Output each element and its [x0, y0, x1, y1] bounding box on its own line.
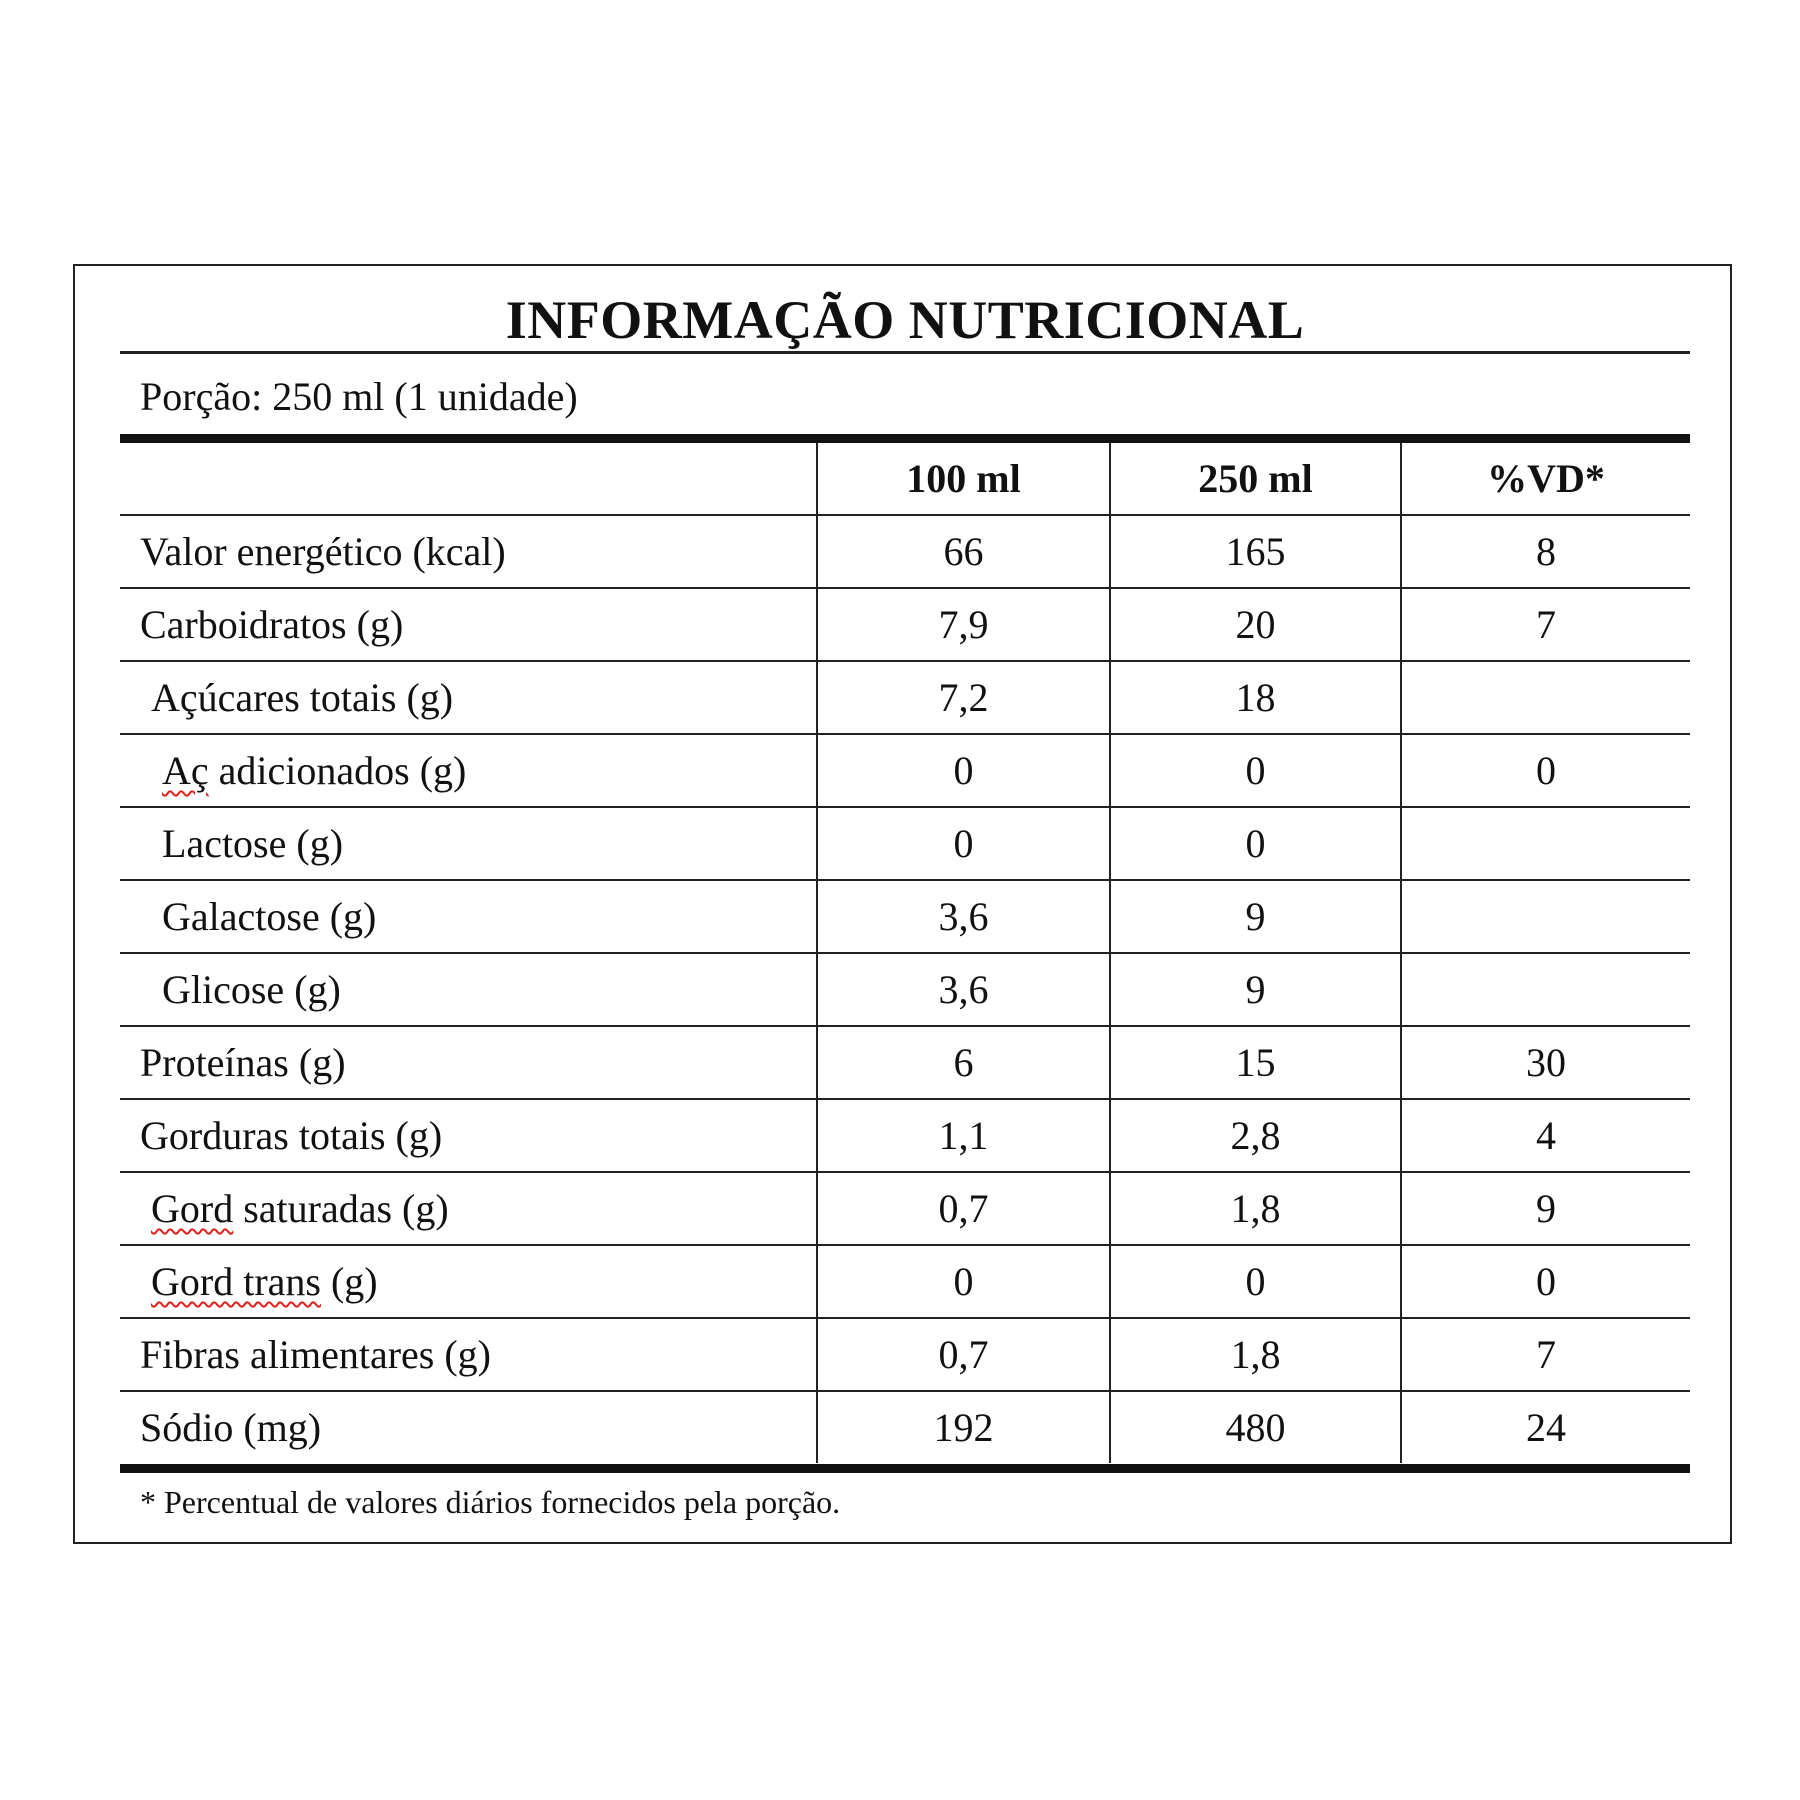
page-title: INFORMAÇÃO NUTRICIONAL [505, 290, 1305, 350]
spellcheck-marked-text: Gord [151, 1186, 234, 1231]
value-250ml: 0 [1110, 1245, 1401, 1318]
value-250ml: 0 [1110, 807, 1401, 880]
nutrient-name: Glicose (g) [120, 953, 817, 1026]
value-100ml: 0,7 [817, 1318, 1110, 1391]
value-250ml: 15 [1110, 1026, 1401, 1099]
title-divider [120, 351, 1690, 354]
value-250ml: 9 [1110, 880, 1401, 953]
nutrient-name [120, 1245, 817, 1318]
table-row [120, 1391, 1690, 1463]
nutrient-name: Proteínas (g) [120, 1026, 817, 1099]
nutrition-table [120, 443, 1690, 1463]
value-250ml: 9 [1110, 953, 1401, 1026]
value-100ml: 3,6 [817, 880, 1110, 953]
table-row [120, 588, 1690, 661]
column-header-250ml: 250 ml [1110, 443, 1401, 515]
nutrient-name-rest: adicionados (g) [208, 748, 467, 793]
nutrient-name: Sódio (mg) [140, 1405, 322, 1450]
table-row [120, 1099, 1690, 1172]
value-250ml: 165 [1110, 515, 1401, 588]
value-vd [1401, 807, 1690, 880]
header-thick-divider [120, 434, 1690, 443]
value-vd [1401, 953, 1690, 1026]
value-100ml: 3,6 [817, 953, 1110, 1026]
value-250ml: 0 [1110, 734, 1401, 807]
value-100ml: 7,2 [817, 661, 1110, 734]
nutrient-name [120, 734, 817, 807]
column-header-100ml: 100 ml [817, 443, 1110, 515]
nutrient-name: Valor energético (kcal) [120, 515, 817, 588]
value-250ml: 1,8 [1110, 1172, 1401, 1245]
value-100ml: 7,9 [817, 588, 1110, 661]
nutrient-name: Carboidratos (g) [120, 588, 817, 661]
table-row [120, 1172, 1690, 1245]
table-row [120, 953, 1690, 1026]
value-vd: 7 [1401, 588, 1690, 661]
value-vd: 4 [1401, 1099, 1690, 1172]
value-100ml: 192 [817, 1391, 1110, 1463]
table-row [120, 880, 1690, 953]
nutrient-name: Gorduras totais (g) [120, 1099, 817, 1172]
nutrient-name [120, 1172, 817, 1245]
value-vd: 7 [1401, 1318, 1690, 1391]
table-row [120, 734, 1690, 807]
portion-size: Porção: 250 ml (1 unidade) [140, 374, 578, 419]
value-100ml: 0 [817, 1245, 1110, 1318]
value-100ml: 0 [817, 734, 1110, 807]
value-vd: 24 [1401, 1391, 1690, 1463]
value-vd [1401, 880, 1690, 953]
nutrient-name-rest: saturadas (g) [233, 1186, 449, 1231]
value-100ml: 0 [817, 807, 1110, 880]
nutrient-name: Fibras alimentares (g) [120, 1318, 817, 1391]
value-100ml: 1,1 [817, 1099, 1110, 1172]
footer-thick-divider [120, 1464, 1690, 1473]
value-vd: 0 [1401, 734, 1690, 807]
value-250ml: 480 [1110, 1391, 1401, 1463]
column-header-nutrient [120, 443, 817, 515]
table-header-row [120, 443, 1690, 515]
value-100ml: 0,7 [817, 1172, 1110, 1245]
value-250ml: 18 [1110, 661, 1401, 734]
value-vd: 0 [1401, 1245, 1690, 1318]
table-row [120, 1026, 1690, 1099]
table-row [120, 1318, 1690, 1391]
column-header-vd: %VD* [1401, 443, 1690, 515]
nutrient-name: Lactose (g) [120, 807, 817, 880]
table-row [120, 661, 1690, 734]
value-100ml: 66 [817, 515, 1110, 588]
spellcheck-marked-text: Aç [162, 748, 209, 793]
value-100ml: 6 [817, 1026, 1110, 1099]
value-vd: 9 [1401, 1172, 1690, 1245]
value-vd: 8 [1401, 515, 1690, 588]
spellcheck-marked-text: Gord trans [151, 1259, 321, 1304]
value-250ml: 20 [1110, 588, 1401, 661]
value-vd [1401, 661, 1690, 734]
table-row [120, 807, 1690, 880]
value-250ml: 1,8 [1110, 1318, 1401, 1391]
footnote: * Percentual de valores diários fornecidos pela porção. [140, 1484, 841, 1520]
value-vd: 30 [1401, 1026, 1690, 1099]
nutrient-name: Galactose (g) [120, 880, 817, 953]
value-250ml: 2,8 [1110, 1099, 1401, 1172]
nutrient-name: Açúcares totais (g) [120, 661, 817, 734]
nutrient-name-rest: (g) [320, 1259, 378, 1304]
table-row [120, 1245, 1690, 1318]
table-row [120, 515, 1690, 588]
